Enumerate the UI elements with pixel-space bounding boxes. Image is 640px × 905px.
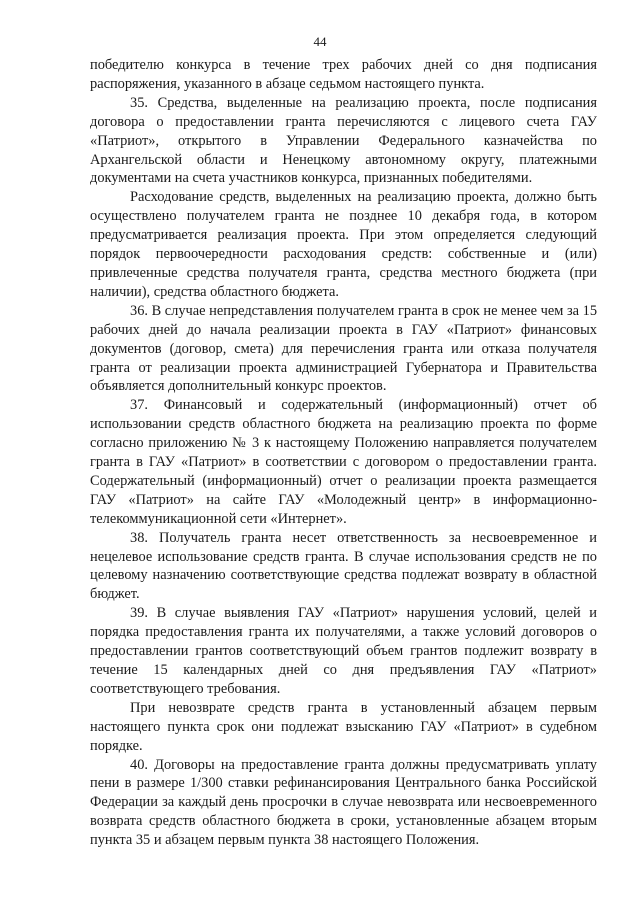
paragraph-clause-40: 40. Договоры на предоставление гранта должны предусматривать уплату пени в размере 1/300 ставки рефинансирования Центрального банка Российской Федерации за каждый день просрочки в случае невозврата или несвоевременного возврата средств областного бюджета в сроки, установленные абзацем вторым пункта 35 и абзацем первым пункта 38 настоящего Положения.: [90, 756, 597, 849]
paragraph-clause-39: 39. В случае выявления ГАУ «Патриот» нарушения условий, целей и порядка предоставления гранта их получателями, а также условий договоров о предоставлении грантов соответствующий объем грантов подлежит возврату в течение 15 календарных дней со дня предъявления ГАУ «Патриот» соответствующего требования.: [90, 605, 597, 697]
paragraph-clause-37: 37. Финансовый и содержательный (информационный) отчет об использовании средств областного бюджета на реализацию проекта по форме согласно приложению № 3 к настоящему Положению направляется получателем гранта в ГАУ «Патриот» в соответствии с договором о предоставлении гранта. Содержательный (информационный) отчет о реализации проекта размещается ГАУ «Патриот» на сайте ГАУ «Молодежный центр» в информационно-телекоммуникационной сети «Интернет».: [90, 397, 597, 527]
paragraph-clause-35-spending: Расходование средств, выделенных на реализацию проекта, должно быть осуществлено получателем гранта не позднее 10 декабря года, в котором предусматривается реализация проекта. При этом определяется следующий порядок первоочередности расходования средств: собственные и (или) привлеченные средства получателя гранта, средства местного бюджета (при наличии), средства областного бюджета.: [90, 189, 597, 300]
paragraph-clause-39-recovery: При невозврате средств гранта в установленный абзацем первым настоящего пункта срок они подлежат взысканию ГАУ «Патриот» в судебном порядке.: [90, 699, 597, 754]
paragraph-clause-35: 35. Средства, выделенные на реализацию проекта, после подписания договора о предоставлении гранта перечисляются с лицевого счета ГАУ «Патриот», открытого в Управлении Федерального казначейства по Архангельской области и Ненецкому автономному округу, платежными документами на счета участников конкурса, признанных победителями.: [90, 94, 597, 187]
page-number: 44: [313, 34, 327, 49]
paragraph-clause-36: 36. В случае непредставления получателем гранта в срок не менее чем за 15 рабочих дней до начала реализации проекта в ГАУ «Патриот» финансовых документов (договор, смета) для перечисления гранта или отказа получателя гранта от реализации проекта администрацией Губернатора и Правительства объявляется дополнительный конкурс проектов.: [90, 302, 598, 395]
document-body: [90, 56, 597, 850]
paragraph-clause-38: 38. Получатель гранта несет ответственность за несвоевременное и нецелевое использование средств гранта. В случае использования средств не по целевому назначению соответствующие средства подлежат возврату в областной бюджет.: [90, 529, 597, 603]
paragraph-continuation: победителю конкурса в течение трех рабочих дней со дня подписания распоряжения, указанного в абзаце седьмом настоящего пункта.: [90, 57, 597, 92]
